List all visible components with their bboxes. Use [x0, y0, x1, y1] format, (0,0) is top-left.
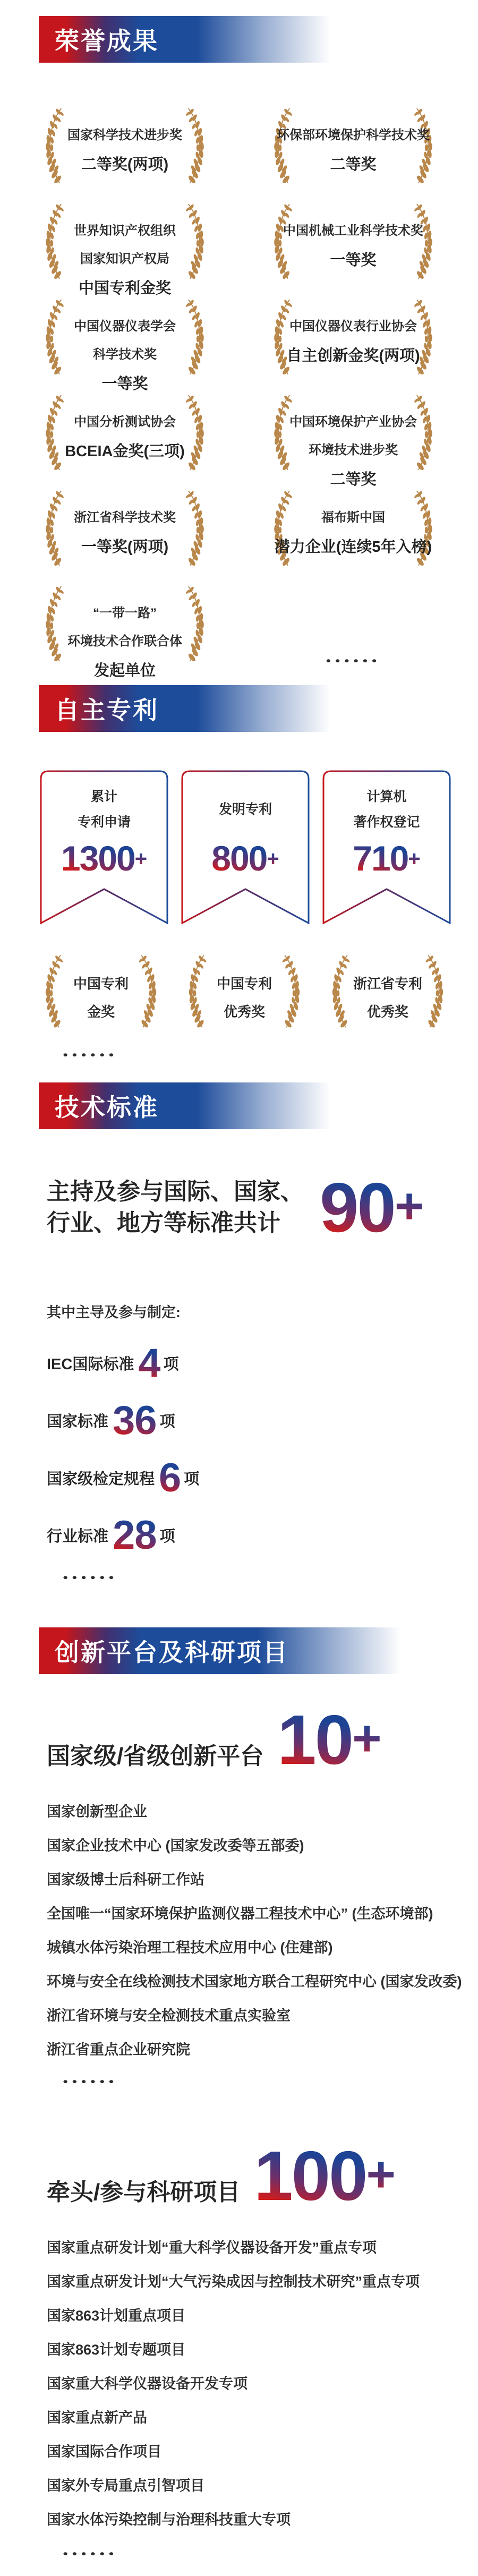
honor-line: 国家科学技术进步奖 [67, 128, 182, 142]
standard-row [47, 1392, 478, 1449]
honor-award-line: 二等奖 [330, 156, 377, 173]
honor-line: 世界知识产权组织 [74, 224, 176, 238]
platforms-more [63, 2076, 478, 2087]
honor-line: 中国仪器仪表行业协会 [289, 319, 417, 334]
honor-line: 中国仪器仪表学会 [74, 319, 176, 334]
total-standards-plus: + [394, 1178, 424, 1234]
platform-list-item: 国家企业技术中心 (国家发改委等五部委) [47, 1838, 304, 1854]
total-standards-value: 90 [320, 1168, 395, 1247]
honor-text [40, 297, 210, 393]
patent-laurel-award: 优秀奖 [223, 1004, 265, 1020]
project-list-item: 国家重点研发计划“大气污染成因与控制技术研究”重点专项 [47, 2274, 420, 2290]
honor-line: 中国机械工业科学技术奖 [283, 224, 423, 238]
project-list-item: 国家863计划重点项目 [47, 2308, 186, 2324]
honor-laurel [40, 202, 210, 297]
project-count [254, 2136, 396, 2216]
honor-laurel [268, 106, 438, 186]
patents-section-header [39, 685, 343, 732]
project-list-item: 国家国际合作项目 [47, 2444, 161, 2460]
standard-count: 28 [113, 1512, 157, 1558]
standards-headline-line1: 主持及参与国际、国家、 [47, 1178, 304, 1205]
honor-line: 中国环境保护产业协会 [289, 415, 417, 429]
standard-label: IEC国际标准 [47, 1355, 134, 1373]
patent-laurel-text [183, 953, 305, 1033]
honor-laurel [40, 106, 210, 186]
patent-stat-card [322, 770, 451, 924]
patent-card-content [322, 770, 451, 878]
standards-rows [47, 1334, 478, 1564]
standard-row [47, 1506, 478, 1564]
standard-label: 国家级检定规程 [47, 1470, 155, 1488]
honor-award-line: 二等奖 [330, 471, 377, 488]
honor-line: 环境技术进步奖 [309, 443, 398, 457]
patent-count-value: 710 [353, 839, 408, 878]
patent-card-labels [219, 783, 272, 834]
honor-award-line: BCEIA金奖(三项) [65, 443, 185, 460]
patent-laurel [40, 953, 162, 1033]
platform-count-plus: + [352, 1710, 382, 1767]
honor-laurel [40, 489, 210, 568]
honor-line: 国家知识产权局 [80, 252, 169, 266]
standard-label: 国家标准 [47, 1413, 109, 1430]
honors-section-header [39, 16, 343, 63]
patent-laurel-line: 浙江省专利 [353, 976, 422, 992]
project-list-item: 国家863计划专题项目 [47, 2342, 186, 2358]
honor-award-line: 中国专利金奖 [78, 280, 171, 297]
standard-count: 36 [113, 1397, 157, 1443]
honors-more [268, 584, 438, 680]
platforms-headline [47, 1700, 478, 1780]
patent-cards [40, 770, 478, 924]
standard-unit: 项 [184, 1470, 200, 1488]
projects-more [63, 2548, 478, 2559]
more-dots: ●●●●●● [63, 1573, 118, 1582]
projects-headline [47, 2136, 478, 2216]
honor-laurel [40, 393, 210, 473]
honor-text [268, 106, 438, 186]
patent-card-labels [78, 783, 131, 834]
patent-laurel-text [327, 953, 449, 1033]
honor-award-line: 潜力企业(连续5年入榜) [274, 539, 432, 556]
patent-count [353, 838, 420, 878]
standard-count: 6 [159, 1455, 181, 1500]
honors-section-title: 荣誉成果 [55, 27, 159, 55]
platform-list [47, 1804, 478, 2057]
patent-laurel-line: 中国专利 [216, 976, 272, 992]
more-dots: ●●●●●● [63, 2077, 118, 2086]
honor-laurel [268, 297, 438, 377]
honor-text [268, 202, 438, 282]
patent-card-label: 计算机 [366, 789, 407, 804]
project-list-item: 国家外专局重点引智项目 [47, 2478, 204, 2494]
patent-laurel-line: 中国专利 [73, 976, 129, 992]
patents-section-title: 自主专利 [55, 696, 159, 724]
projects-label: 牵头/参与科研项目 [47, 2179, 241, 2205]
honor-text [40, 202, 210, 297]
honor-text [268, 489, 438, 568]
patent-card-content [40, 770, 168, 878]
platform-list-item: 全国唯一“国家环境保护监测仪器工程技术中心” (生态环境部) [47, 1906, 433, 1922]
standards-more [63, 1572, 478, 1583]
project-count-plus: + [366, 2146, 396, 2203]
honor-line: “一带一路” [93, 606, 157, 620]
more-dots: ●●●●●● [326, 656, 381, 665]
project-list-item: 国家水体污染控制与治理科技重大专项 [47, 2512, 291, 2528]
patent-laurel [183, 953, 305, 1033]
patent-count-value: 1300 [61, 839, 135, 878]
standard-count: 4 [138, 1340, 160, 1386]
honors-grid [40, 106, 478, 680]
honor-line: 浙江省科学技术奖 [74, 510, 176, 525]
bottom-padding [0, 2559, 478, 2575]
honor-laurel [268, 489, 438, 568]
honor-award-line: 一等奖 [101, 376, 148, 393]
platforms-label: 国家级/省级创新平台 [47, 1743, 264, 1769]
patent-count [61, 838, 147, 878]
standard-label: 行业标准 [47, 1528, 109, 1545]
standards-headline-line2: 行业、地方等标准共计 [47, 1209, 280, 1236]
honor-line: 环保部环境保护科学技术奖 [277, 128, 430, 142]
honor-text [40, 584, 210, 679]
honor-text [268, 393, 438, 488]
patents-more [63, 1050, 478, 1060]
project-count-value: 100 [254, 2137, 366, 2215]
innovation-section-header [39, 1627, 416, 1674]
honor-laurel [40, 297, 210, 393]
patent-count-plus: + [267, 847, 279, 871]
platform-count-value: 10 [277, 1701, 353, 1779]
patent-card-content [181, 770, 310, 878]
patent-card-label: 发明专利 [218, 802, 272, 817]
honor-laurel [40, 584, 210, 679]
standard-unit: 项 [159, 1413, 175, 1430]
project-list-item: 国家重点新产品 [47, 2410, 147, 2426]
standard-unit: 项 [159, 1528, 175, 1545]
honor-award-line: 一等奖 [330, 252, 377, 269]
platform-list-item: 环境与安全在线检测技术国家地方联合工程研究中心 (国家发改委) [47, 1974, 462, 1990]
honor-line: 科学技术奖 [93, 347, 157, 362]
patent-card-labels [353, 783, 420, 834]
innovation-section-title: 创新平台及科研项目 [55, 1639, 289, 1666]
honor-award-line: 自主创新金奖(两项) [286, 347, 420, 364]
honor-text [40, 393, 210, 473]
honor-laurel [268, 393, 438, 488]
patent-laurel-award: 金奖 [87, 1004, 115, 1020]
standards-sub-label: 其中主导及参与制定: [47, 1304, 181, 1320]
honor-text [40, 489, 210, 568]
patent-card-label: 著作权登记 [353, 815, 420, 830]
patent-card-label: 专利申请 [77, 815, 131, 830]
project-list [47, 2240, 478, 2527]
honor-text [268, 297, 438, 377]
platform-count [277, 1700, 381, 1780]
standards-headline-text [47, 1176, 304, 1239]
patent-count-value: 800 [211, 839, 267, 878]
honor-line: 福布斯中国 [321, 510, 385, 525]
honor-award-line: 发起单位 [93, 662, 156, 679]
more-dots: ●●●●●● [63, 2549, 118, 2558]
honor-award-line: 二等奖(两项) [81, 156, 169, 173]
standard-row [47, 1449, 478, 1506]
project-list-item: 国家重大科学仪器设备开发专项 [47, 2376, 247, 2392]
platform-list-item: 国家级博士后科研工作站 [47, 1872, 204, 1888]
project-list-item: 国家重点研发计划“重大科学仪器设备开发”重点专项 [47, 2240, 377, 2256]
patent-laurels [40, 953, 478, 1033]
standards-headline [47, 1167, 478, 1248]
platform-list-item: 浙江省重点企业研究院 [47, 2042, 190, 2058]
patent-stat-card [181, 770, 310, 924]
standards-section-title: 技术标准 [55, 1094, 159, 1121]
achievements-page [0, 16, 478, 2576]
platform-list-item: 国家创新型企业 [47, 1804, 147, 1820]
patent-stat-card [40, 770, 168, 924]
honor-laurel [268, 202, 438, 282]
standard-unit: 项 [163, 1355, 179, 1373]
patent-count-plus: + [134, 847, 148, 871]
honor-line: 环境技术合作联合体 [67, 634, 182, 649]
patent-laurel-text [40, 953, 162, 1033]
patent-count-plus: + [408, 847, 421, 871]
patent-card-label: 累计 [90, 789, 117, 804]
honor-text [40, 106, 210, 186]
standards-section-header [39, 1082, 343, 1129]
platform-list-item: 浙江省环境与安全检测技术重点实验室 [47, 2008, 291, 2024]
patent-count [211, 838, 279, 878]
standard-row [47, 1334, 478, 1392]
honor-award-line: 一等奖(两项) [81, 539, 169, 556]
patent-laurel [327, 953, 449, 1033]
honor-line: 中国分析测试协会 [74, 415, 176, 429]
patent-laurel-award: 优秀奖 [366, 1004, 408, 1020]
platform-list-item: 城镇水体污染治理工程技术应用中心 (住建部) [47, 1940, 333, 1956]
total-standards-count [320, 1167, 424, 1248]
more-dots: ●●●●●● [63, 1051, 118, 1059]
